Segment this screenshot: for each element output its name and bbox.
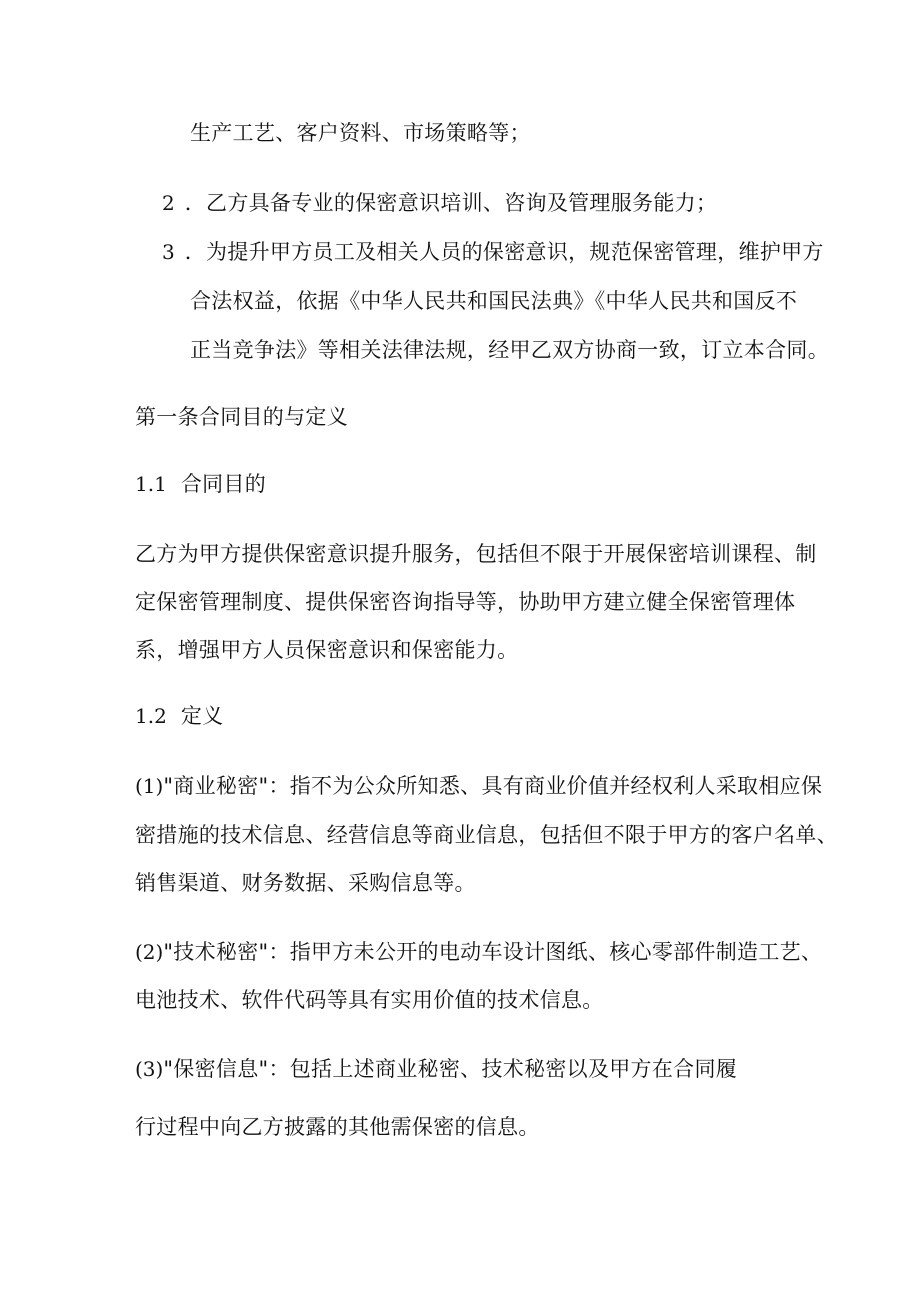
item-text: 合法权益，依据《中华人民共和国民法典》《中华人民共和国反不 xyxy=(190,289,798,313)
definition-2-line-1 xyxy=(135,937,822,967)
item-text: ．为提升甲方员工及相关人员的保密意识，规范保密管理，维护甲方 xyxy=(184,240,824,264)
definition-text: "技术秘密"：指甲方未公开的电动车设计图纸、核心零部件制造工艺、 xyxy=(163,940,823,964)
section-1-1-paragraph-line-2 xyxy=(135,587,795,617)
definition-1-line-3 xyxy=(135,868,476,898)
definition-3-line-2 xyxy=(135,1112,540,1142)
section-number: 1.2 xyxy=(135,704,167,728)
paragraph-text: 系，增强甲方人员保密意识和保密能力。 xyxy=(135,638,519,662)
definition-text: 销售渠道、财务数据、采购信息等。 xyxy=(135,871,476,895)
section-1-2-heading xyxy=(135,701,223,731)
intro-item-3-line-3 xyxy=(190,335,829,365)
definition-1-line-2 xyxy=(135,820,838,850)
definition-number: (1) xyxy=(135,774,164,798)
intro-line-1 xyxy=(190,118,531,148)
item-number: 3 xyxy=(162,240,175,264)
intro-item-2 xyxy=(162,188,717,218)
section-heading: 第一条合同目的与定义 xyxy=(135,405,348,429)
definition-text: 电池技术、软件代码等具有实用价值的技术信息。 xyxy=(135,988,604,1012)
section-number: 1.1 xyxy=(135,472,167,496)
article-1-title xyxy=(135,402,348,432)
definition-2-line-2 xyxy=(135,985,604,1015)
paragraph-text: 乙方为甲方提供保密意识提升服务，包括但不限于开展保密培训课程、制 xyxy=(135,542,817,566)
item-text: ．乙方具备专业的保密意识培训、咨询及管理服务能力； xyxy=(184,191,718,215)
section-1-1-paragraph-line-1 xyxy=(135,539,817,569)
definition-1-line-1 xyxy=(135,771,822,801)
definition-text: 密措施的技术信息、经营信息等商业信息，包括但不限于甲方的客户名单、 xyxy=(135,823,838,847)
section-1-1-paragraph-line-3 xyxy=(135,635,518,665)
item-text: 正当竞争法》等相关法律法规，经甲乙双方协商一致，订立本合同。 xyxy=(190,338,829,362)
intro-item-3 xyxy=(162,237,824,267)
section-title: 合同目的 xyxy=(180,472,267,496)
paragraph-text: 生产工艺、客户资料、市场策略等； xyxy=(190,121,531,145)
item-number: 2 xyxy=(162,191,175,215)
definition-text: 行过程中向乙方披露的其他需保密的信息。 xyxy=(135,1115,540,1139)
paragraph-text: 定保密管理制度、提供保密咨询指导等，协助甲方建立健全保密管理体 xyxy=(135,590,796,614)
definition-text: "保密信息"：包括上述商业秘密、技术秘密以及甲方在合同履 xyxy=(163,1057,738,1081)
definition-number: (3) xyxy=(135,1057,164,1081)
intro-item-3-line-2 xyxy=(190,286,797,316)
definition-number: (2) xyxy=(135,940,164,964)
definition-3-line-1 xyxy=(135,1054,737,1084)
definition-text: "商业秘密"：指不为公众所知悉、具有商业价值并经权利人采取相应保 xyxy=(163,774,823,798)
section-title: 定义 xyxy=(180,704,224,728)
section-1-1-heading xyxy=(135,469,266,499)
